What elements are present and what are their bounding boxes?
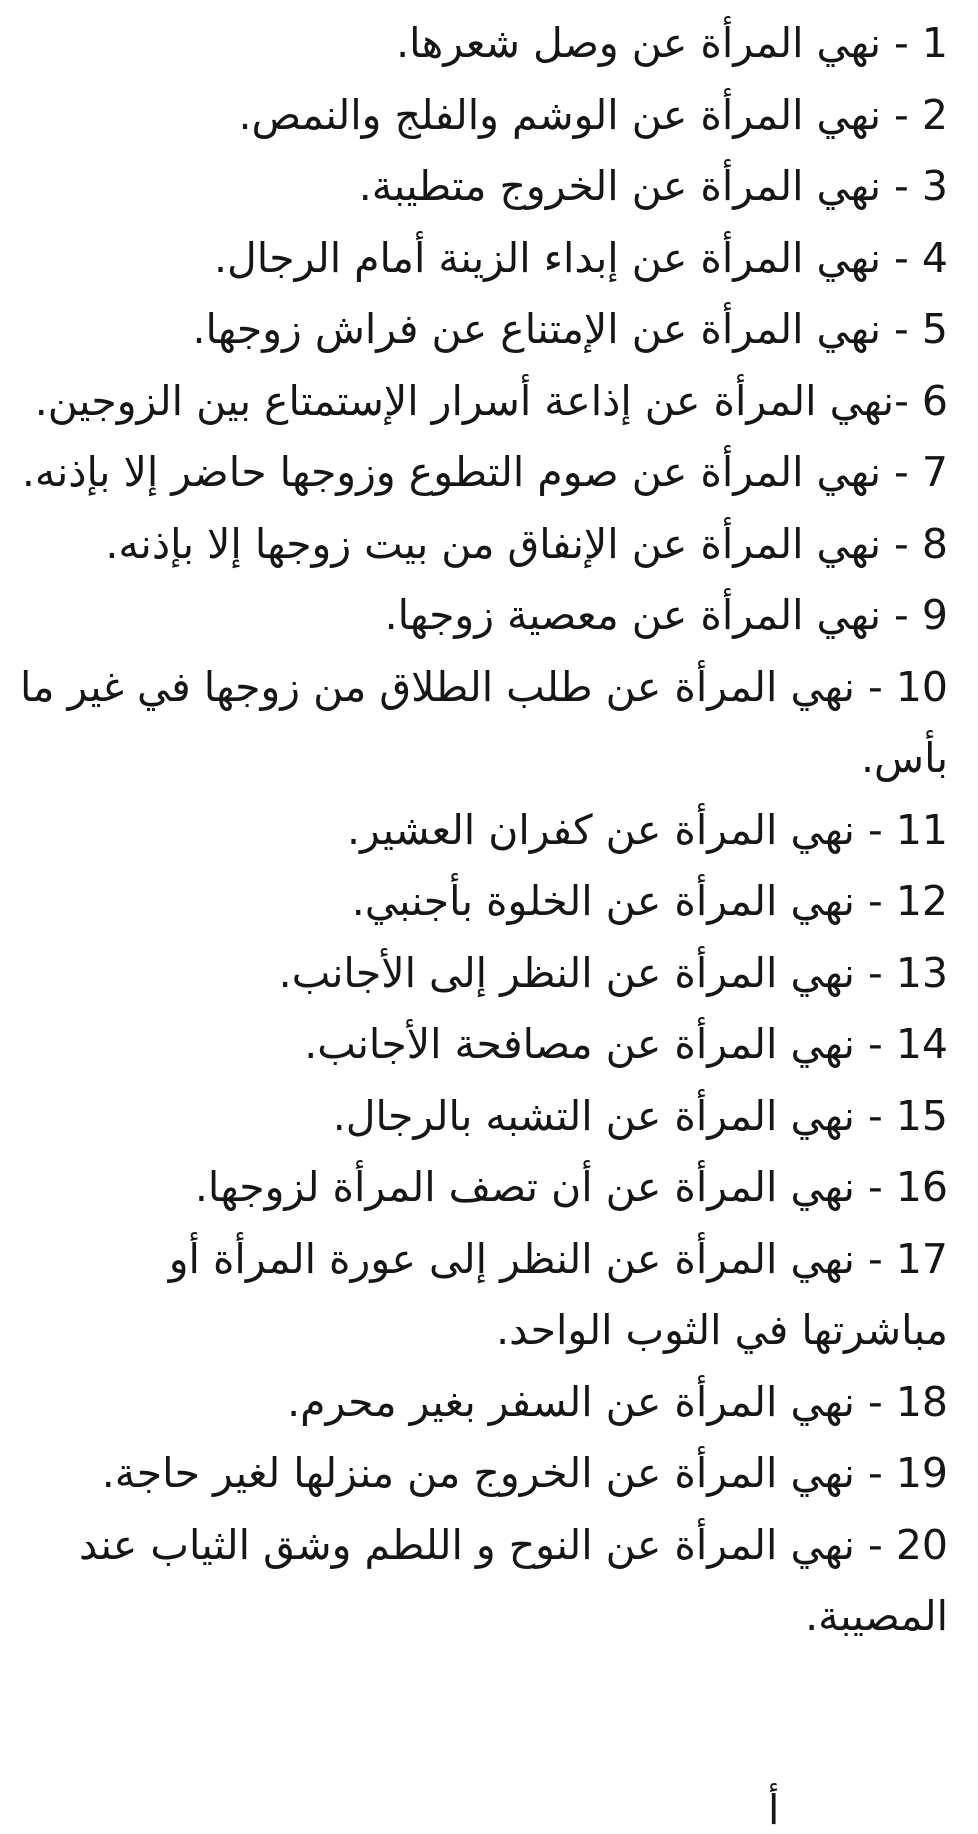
item-number: 1 (921, 19, 948, 67)
list-item (18, 580, 948, 652)
item-number: 12 (895, 877, 948, 925)
item-text: - نهي المرأة عن الإمتناع عن فراش زوجها. (192, 305, 909, 353)
item-text: - نهي المرأة عن السفر بغير محرم. (287, 1377, 883, 1426)
list-item (18, 8, 948, 80)
list-item (18, 1081, 948, 1153)
item-number: 10 (895, 662, 948, 711)
item-text: - نهي المرأة عن وصل شعرها. (396, 19, 909, 67)
list-item (18, 866, 948, 938)
item-number: 9 (921, 591, 948, 639)
item-number: 3 (921, 162, 948, 210)
item-text: - نهي المرأة عن الخروج من منزلها لغير حاجة. (101, 1449, 883, 1497)
item-text: - نهي المرأة عن طلب الطلاق من زوجها في غير ما بأس. (19, 662, 948, 782)
list-item (18, 1367, 948, 1439)
item-text: - نهي المرأة عن معصية زوجها. (384, 591, 909, 639)
item-number: 13 (895, 948, 948, 997)
item-text: - نهي المرأة عن كفران العشير. (346, 805, 883, 854)
list-item (18, 223, 948, 295)
item-text: - نهي المرأة عن أن تصف المرأة لزوجها. (194, 1163, 883, 1211)
list-item (18, 509, 948, 581)
item-number: 4 (921, 233, 948, 282)
list-item (18, 1510, 948, 1653)
list-item (18, 1438, 948, 1510)
item-text: - نهي المرأة عن النظر إلى عورة المرأة أو مباشرتها في الثوب الواحد. (168, 1234, 948, 1354)
item-number: 6 (921, 376, 948, 425)
cut-off-text-fragment: أ (768, 1786, 780, 1834)
item-number: 17 (895, 1234, 948, 1283)
item-number: 5 (921, 305, 948, 353)
list-item (18, 652, 948, 795)
item-number: 7 (921, 448, 948, 496)
item-text: - نهي المرأة عن النوح و اللطم وشق الثياب عند المصيبة. (78, 1520, 948, 1640)
item-text: - نهي المرأة عن مصافحة الأجانب. (304, 1020, 883, 1068)
list-item (18, 366, 948, 438)
item-number: 14 (895, 1020, 948, 1068)
item-number: 2 (921, 90, 948, 139)
item-text: - نهي المرأة عن الوشم والفلج والنمص. (238, 90, 909, 139)
item-text: -نهي المرأة عن إذاعة أسرار الإستمتاع بين الزوجين. (34, 376, 909, 425)
prohibitions-list (18, 8, 948, 1653)
list-item (18, 294, 948, 366)
item-text: - نهي المرأة عن الإنفاق من بيت زوجها إلا بإذنه. (105, 519, 909, 568)
item-text: - نهي المرأة عن النظر إلى الأجانب. (278, 948, 883, 997)
list-item (18, 795, 948, 867)
item-text: - نهي المرأة عن الخلوة بأجنبي. (351, 877, 883, 925)
list-item (18, 1009, 948, 1081)
item-number: 8 (921, 519, 948, 568)
item-number: 19 (895, 1449, 948, 1497)
item-text: - نهي المرأة عن الخروج متطيبة. (358, 162, 909, 210)
item-number: 11 (895, 805, 948, 854)
list-item (18, 1152, 948, 1224)
item-number: 16 (895, 1163, 948, 1211)
item-text: - نهي المرأة عن صوم التطوع وزوجها حاضر إلا بإذنه. (21, 448, 909, 496)
item-number: 18 (895, 1377, 948, 1426)
list-item (18, 938, 948, 1010)
list-item (18, 151, 948, 223)
item-text: - نهي المرأة عن التشبه بالرجال. (332, 1091, 883, 1140)
item-number: 20 (895, 1520, 948, 1569)
list-item (18, 437, 948, 509)
list-item (18, 1224, 948, 1367)
list-item (18, 80, 948, 152)
item-number: 15 (895, 1091, 948, 1140)
item-text: - نهي المرأة عن إبداء الزينة أمام الرجال. (213, 233, 909, 282)
